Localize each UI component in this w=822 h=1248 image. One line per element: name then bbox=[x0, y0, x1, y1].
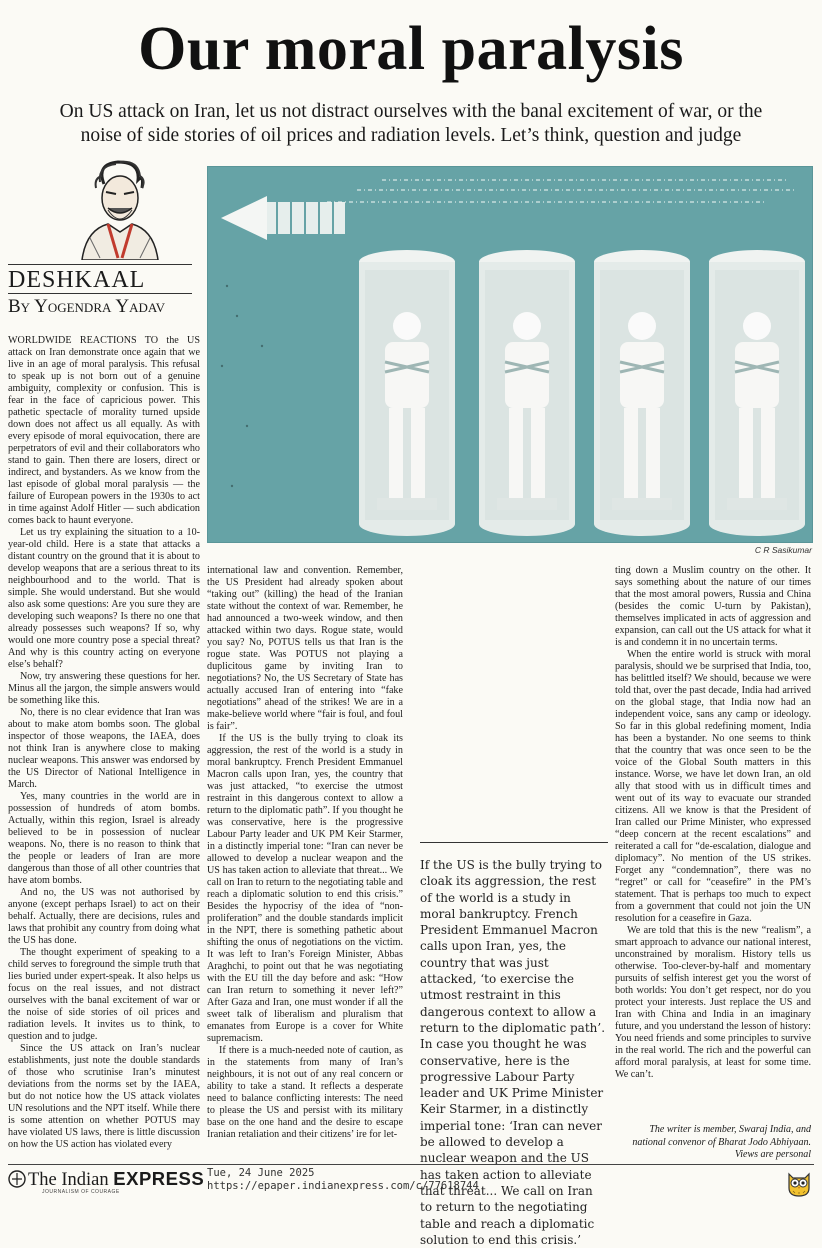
author-note: The writer is member, Swaraj India, and national convenor of Bharat Jodo Abhiyaan. Views are personal bbox=[632, 1124, 811, 1160]
column-name: DESHKAAL bbox=[8, 264, 192, 294]
pull-quote: If the US is the bully trying to cloak its aggression, the rest of the world is a study in moral bankruptcy. French President Emmanuel Macron calls upon Iran, yes, the country that was just attacked, ‘to exercise the utmost restraint in this dangerous context to allow a return to the diplomatic path’. In case you thought he was conservative, here is the progressive Labour Party leader and UK Prime Minister Keir Starmer, in a distinctly imperial tone: ‘Iran can never be allowed to develop a nuclear weapon and the US has taken action to alleviate that threat... We call on Iran to return to the negotiating table and reach a diplomatic solution to end this crisis.’ bbox=[420, 842, 608, 1248]
paragraph: ting down a Muslim country on the other. It says something about the nature of our times that the most amoral powers, Russia and China (besides the comic U-turn by Pakistan), themselves implicated in acts of aggression and expansion, can call out the US attack for what it is and condemn it in no uncertain terms. bbox=[615, 565, 811, 648]
logo-tagline: JOURNALISM OF COURAGE bbox=[42, 1189, 120, 1195]
paragraph bbox=[8, 335, 200, 527]
paragraph: international law and convention. Remember, the US President had already spoken about “taking out” (killing) the head of the Iranian state without the context of war. Remember, he had announced a two-week window, and then attacked within two days. Rogue state, would you say? No, POTUS tells us that Iran is the rogue state. Was POTUS not playing a duplicitous game by inviting Iran to negotiations? No, the US Secretary of State has actually accused Iran of entering into “fake negotiations” ahead of the strikes! We are in a make-believe world where “fair is foul, and foul is fair”. bbox=[207, 565, 403, 732]
author-portrait bbox=[60, 158, 180, 260]
body-column-1 bbox=[8, 335, 200, 1151]
headline: Our moral paralysis bbox=[138, 15, 684, 83]
paragraph: If the US is the bully trying to cloak its aggression, the rest of the world is a study in moral bankruptcy. French President Emmanuel Macron calls upon Iran, yes, the country that was just attacked, “to exercise the utmost restraint in this dangerous context to allow a return to the diplomatic path”. If you thought he was conservative, here is the progressive Labour Party leader and UK PM Keir Starmer, in a distinctly imperial tone: “Iran can never be allowed to develop a nuclear weapon and the US has taken action to alleviate that threat... We call on Iran to return to the negotiating table and reach a diplomatic solution to end this crisis.” Besides the hypocrisy of the idea of “non-proliferation” and the double standards implicit in the NPT, there is something pathetic about shifting the onus of negotiations on the victim. It was left to Iran’s Foreign Minister, Abbas Araghchi, to point out that he was negotiating with the EU till the day before and ask: “How can Iran return to something it never left?” After Gaza and Iran, one must wonder if all the sweet talk of liberalism and pluralism that emanates from Europe is a cover for White supremacism. bbox=[207, 733, 403, 1044]
paragraph: Yes, many countries in the world are in possession of hundreds of atom bombs. Actually, within this region, Israel is already believed to be in possession of nuclear weapons. No, there is no reason to think that the people or leaders of Iran are more dangerous than those of all other countries that have atom bombs. bbox=[8, 791, 200, 886]
edition-stamp bbox=[207, 1167, 479, 1193]
indian-express-logo-icon bbox=[8, 1170, 26, 1188]
body-column-2 bbox=[207, 565, 403, 1141]
logo-express: EXPRESS bbox=[113, 1168, 205, 1189]
logo-the: The Indian bbox=[28, 1170, 109, 1190]
byline: By Yogendra Yadav bbox=[8, 296, 166, 317]
edition-url[interactable]: https://epaper.indianexpress.com/c/77618744 bbox=[207, 1180, 479, 1192]
indian-express-logo[interactable] bbox=[8, 1168, 205, 1198]
paragraph: When the entire world is struck with moral paralysis, should we be surprised that India, too, has belittled itself? We should, because we were told that, over the past decade, India had arrived on the global stage, that India now had an independent voice, sans any camp or ideology. So far in this global redefining moment, India has been a bystander. No one seems to think that the country that was once seen to be the voice of the Global South matters in this instance. Worse, we have let down Iran, an old ally that stood with us in difficult times and went out of its way to evacuate our stranded citizens. All we know is that the President of Iran called our Prime Minister, who expressed “deep concern at the recent escalations” and reiterated a call for “de-escalation, dialogue and diplomacy”. No mention of the US strikes. Forget any “condemnation”, there was no “regret” or call for “ceasefire” in the PM’s statement. That is perhaps too much to expect from a government that could not join the UN resolution for a ceasefire in Gaza. bbox=[615, 649, 811, 924]
paragraph: The thought experiment of speaking to a child serves to foreground the simple truth that lies buried under expert-speak. It also helps us focus on the real issues, and not distract ourselves with the banal excitement of war or the noise of side stories of oil prices and radiation levels. It invites us to think, to question and to judge. bbox=[8, 947, 200, 1042]
lead-in: WORLDWIDE REACTIONS bbox=[8, 335, 137, 346]
paragraph: No, there is no clear evidence that Iran was about to make atom bombs soon. The global inspector of those weapons, the IAEA, does not think Iran is anywhere close to making nuclear weapons. This answer was endorsed by the US Director of National Intelligence in March. bbox=[8, 707, 200, 790]
lead-text: TO the US attack on Iran demonstrate once again that we live in an age of moral paralysis. This refusal to speak up is not born out of a genuine ambiguity, complexity or confusion. This is fear in the face of capricious power. This pathetic spectacle of morality turned upside down does not affect us all equally. As with every episode of moral equivocation, there are perpetrators of evil and their collaborators who stand to gain. Then there are losers, direct or indirect, and bystanders. As we know from the last episode of global moral paralysis — the failure of European powers in the 1930s to act in time against Adolf Hitler — such abdication comes back to haunt everyone. bbox=[8, 335, 200, 526]
paragraph: Since the US attack on Iran’s nuclear establishments, just note the double standards of those who scrutinise Iran’s minutest deviations from the norms set by the IAEA, but do not notice how the US attack violates UN resolutions and the NPT itself. While there is some attention on whether POTUS may have violated US laws, there is little discussion on how the US action has violated every bbox=[8, 1043, 200, 1150]
paragraph: Now, try answering these questions for her. Minus all the jargon, the simple answers would be something like this. bbox=[8, 671, 200, 706]
paragraph: If there is a much-needed note of caution, as in the statements from many of Iran’s neighbours, it is not out of any real concern or ability to take a stand. It reflects a desperate need to balance conflicting interests: The need to please the US and persist with its military base on the one hand and the desire to escape Iranian retaliation and their citizens’ ire for let- bbox=[207, 1045, 403, 1140]
paragraph: Let us try explaining the situation to a 10-year-old child. Here is a state that attacks a distant country on the ground that it is about to develop weapons that are a serious threat to its neighbourhood and to the world. That is simple. She would understand. But she would also ask some questions: Are you sure they are developing such weapons? Is there no one that already possesses such weapons? If so, why would one more country pose a special threat? And why is this country acting on everyone else’s behalf? bbox=[8, 527, 200, 670]
paragraph: We are told that this is the new “realism”, a smart approach to advance our national interest, unconstrained by moralism. History tells us otherwise. Too-clever-by-half and momentary pursuits of selfish interest get you the worst of both worlds: You don’t get respect, nor do you protect your interests. Just replace the US and Iran with China and India in an imaginary future, and you understand the lesson of history: You need friends and some principles to survive in the real world. The rich and the powerful can afford moral paralysis, at least for some time. We can’t. bbox=[615, 925, 811, 1080]
owl-icon[interactable] bbox=[784, 1168, 814, 1198]
footer-divider bbox=[8, 1164, 814, 1165]
illustration-credit: C R Sasikumar bbox=[754, 545, 812, 555]
body-column-3 bbox=[615, 565, 811, 1081]
illustration bbox=[207, 166, 813, 543]
edition-date: Tue, 24 June 2025 bbox=[207, 1167, 315, 1179]
logo-wordmark bbox=[28, 1168, 204, 1191]
standfirst: On US attack on Iran, let us not distract ourselves with the banal excitement of war, or the noise of side stories of oil prices and radiation levels. Let’s think, question and judge bbox=[59, 101, 763, 146]
paragraph: And no, the US was not authorised by anyone (except perhaps Israel) to act on their behalf. Actually, there are decisions, rules and laws that prohibit any country from doing what the US has done. bbox=[8, 887, 200, 946]
